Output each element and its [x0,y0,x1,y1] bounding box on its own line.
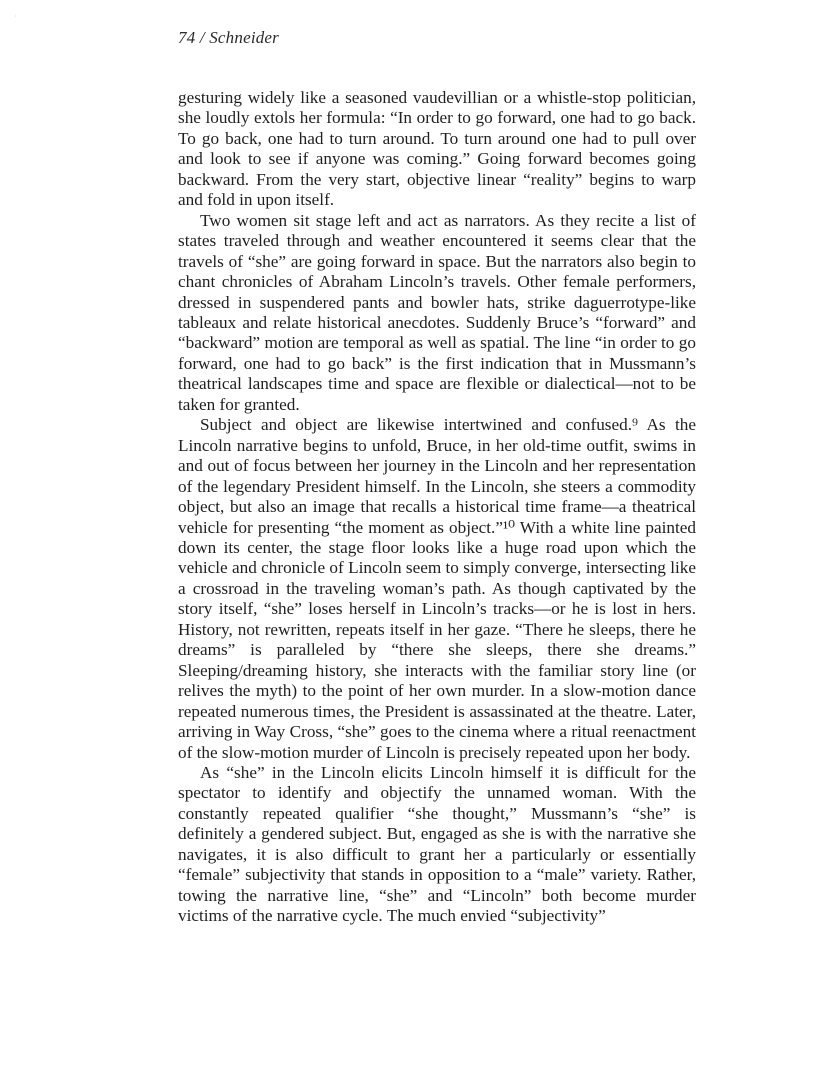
paragraph: As “she” in the Lincoln elicits Lincoln himself it is difficult for the spectator to identify and objectify the unnamed woman. With the constantly repeated qualifier “she thought,” Mussmann’s “she” is definitely a gendered subject. But, engaged as she is with the narrative she navigates, it is also difficult to grant her a particularly or essentially “female” subjectivity that stands in opposition to a “male” variety. Rather, towing the narrative line, “she” and “Lincoln” both become murder victims of the narrative cycle. The much envied “subjectivity” [178,762,696,926]
paragraph: Two women sit stage left and act as narrators. As they recite a list of states traveled through and weather encountered it seems clear that the travels of “she” are going forward in space. But the narrators also begin to chant chronicles of Abraham Lincoln’s travels. Other female performers, dressed in suspendered pants and bowler hats, strike daguerrotype-like tableaux and relate historical anecdotes. Suddenly Bruce’s “forward” and “backward” motion are temporal as well as spatial. The line “in order to go forward, one had to go back” is the first indication that in Mussmann’s theatrical landscapes time and space are flexible or dialectical—not to be taken for granted. [178,210,696,414]
paragraph: Subject and object are likewise intertwined and confused.⁹ As the Lincoln narrative begins to unfold, Bruce, in her old-time outfit, swims in and out of focus between her journey in the Lincoln and her representation of the legendary President himself. In the Lincoln, she steers a commodity object, but also an image that recalls a historical time frame—a theatrical vehicle for presenting “the moment as object.”¹⁰ With a white line painted down its center, the stage floor looks like a huge road upon which the vehicle and chronicle of Lincoln seem to simply converge, intersecting like a crossroad in the traveling woman’s path. As though captivated by the story itself, “she” loses herself in Lincoln’s tracks—or he is lost in hers. History, not rewritten, repeats itself in her gaze. “There he sleeps, there he dreams” is paralleled by “there she sleeps, there she dreams.” Sleeping/dreaming history, she interacts with the familiar story line (or relives the myth) to the point of her own murder. In a slow-motion dance repeated numerous times, the President is assassinated at the theatre. Later, arriving in Way Cross, “she” goes to the cinema where a ritual reenactment of the slow-motion murder of Lincoln is precisely repeated upon her body. [178,415,696,762]
body-text [178,88,696,927]
paragraph: gesturing widely like a seasoned vaudevillian or a whistle-stop politician, she loudly extols her formula: “In order to go forward, one had to go back. To go back, one had to turn around. To turn around one had to pull over and look to see if anyone was coming.” Going forward becomes going backward. From the very start, objective linear “reality” begins to warp and fold in upon itself. [178,88,696,210]
scan-speck: · [14,12,17,21]
running-head: 74 / Schneider [178,28,279,47]
